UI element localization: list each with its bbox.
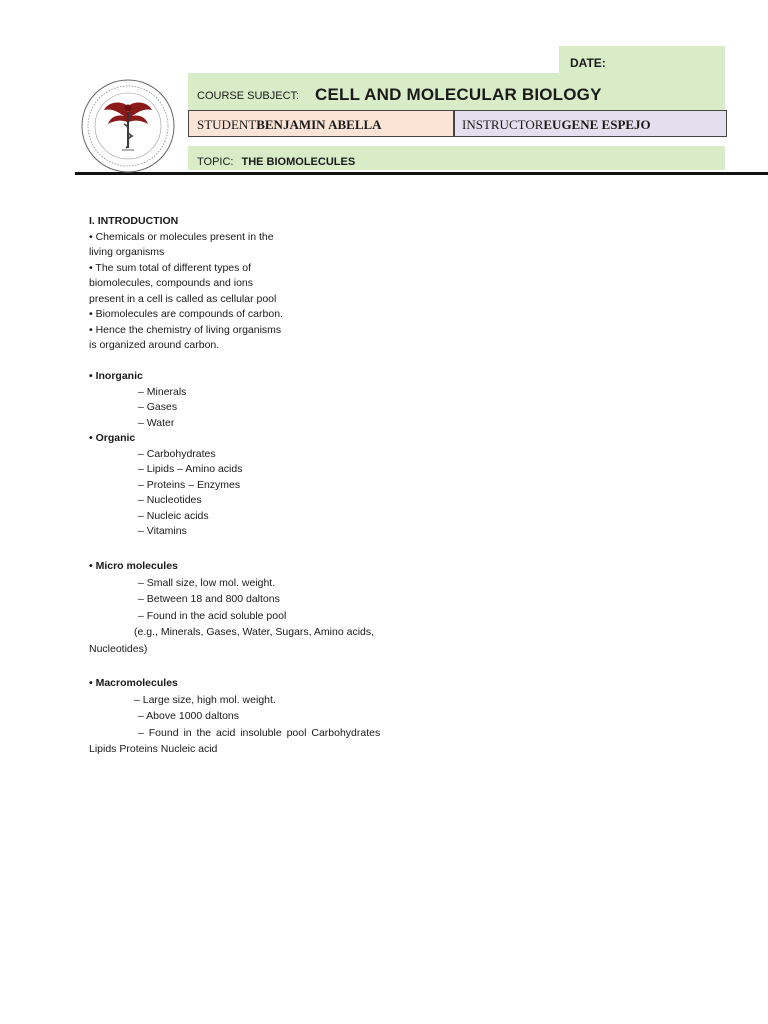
- micro-molecules-section: [89, 558, 401, 657]
- intro-text: [89, 230, 283, 354]
- organic-list: [89, 447, 242, 540]
- list-item: – Water: [138, 416, 175, 429]
- text-line: living organisms: [89, 246, 165, 258]
- topic-value: THE BIOMOLECULES: [241, 156, 356, 168]
- section-heading: • Organic: [89, 432, 136, 444]
- micro-example-cont: Nucleotides): [89, 642, 148, 655]
- macromolecules-section: [89, 675, 401, 758]
- text-line: • Hence the chemistry of living organisms: [89, 323, 282, 336]
- text-line: is organized around carbon.: [89, 339, 220, 351]
- text-line: • Biomolecules are compounds of carbon.: [89, 308, 283, 320]
- macro-item: – Found in the acid insoluble pool Carbohydrates: [138, 726, 381, 739]
- list-item: – Vitamins: [138, 525, 187, 537]
- list-item: – Nucleotides: [138, 494, 202, 506]
- topic-label: TOPIC:: [197, 156, 234, 168]
- list-item: – Found in the acid soluble pool: [138, 609, 287, 622]
- list-item: – Gases: [138, 401, 178, 413]
- date-label: DATE:: [570, 56, 606, 70]
- text-line: • Chemicals or molecules present in the: [89, 230, 274, 243]
- list-item: – Proteins – Enzymes: [138, 478, 241, 491]
- macro-item: – Large size, high mol. weight.: [134, 693, 276, 706]
- list-item: – Small size, low mol. weight.: [138, 576, 276, 589]
- course-label: COURSE SUBJECT:: [197, 90, 300, 102]
- student-label: STUDENT: [197, 117, 257, 132]
- introduction-section: [89, 214, 283, 354]
- list-item: – Carbohydrates: [138, 447, 216, 460]
- section-heading: • Macromolecules: [89, 677, 178, 689]
- micro-example: (e.g., Minerals, Gases, Water, Sugars, Amino acids,: [134, 626, 375, 638]
- instructor-field: [462, 117, 651, 133]
- macro-cont: Lipids Proteins Nucleic acid: [89, 743, 218, 755]
- text-line: biomolecules, compounds and ions: [89, 277, 254, 289]
- inorganic-section: [89, 369, 242, 540]
- course-title: CELL AND MOLECULAR BIOLOGY: [315, 85, 602, 104]
- topic-field: [197, 156, 355, 168]
- text-line: • The sum total of different types of: [89, 261, 252, 274]
- micro-list: [89, 575, 401, 625]
- student-field: [197, 117, 382, 133]
- section-heading: • Inorganic: [89, 370, 143, 382]
- list-item: – Between 18 and 800 daltons: [138, 593, 280, 605]
- section-heading: • Micro molecules: [89, 560, 178, 572]
- list-item: – Nucleic acids: [138, 509, 209, 522]
- list-item: – Minerals: [138, 385, 187, 398]
- school-seal-icon: [80, 78, 176, 174]
- list-item: – Lipids – Amino acids: [138, 463, 243, 475]
- header-divider: [75, 172, 768, 175]
- inorganic-list: [89, 385, 242, 432]
- section-heading: I. INTRODUCTION: [89, 215, 179, 227]
- instructor-name: EUGENE ESPEJO: [543, 117, 651, 132]
- text-line: present in a cell is called as cellular pool: [89, 292, 277, 305]
- student-name: BENJAMIN ABELLA: [256, 117, 382, 132]
- instructor-label: INSTRUCTOR: [462, 117, 544, 132]
- macro-item: – Above 1000 daltons: [138, 710, 240, 722]
